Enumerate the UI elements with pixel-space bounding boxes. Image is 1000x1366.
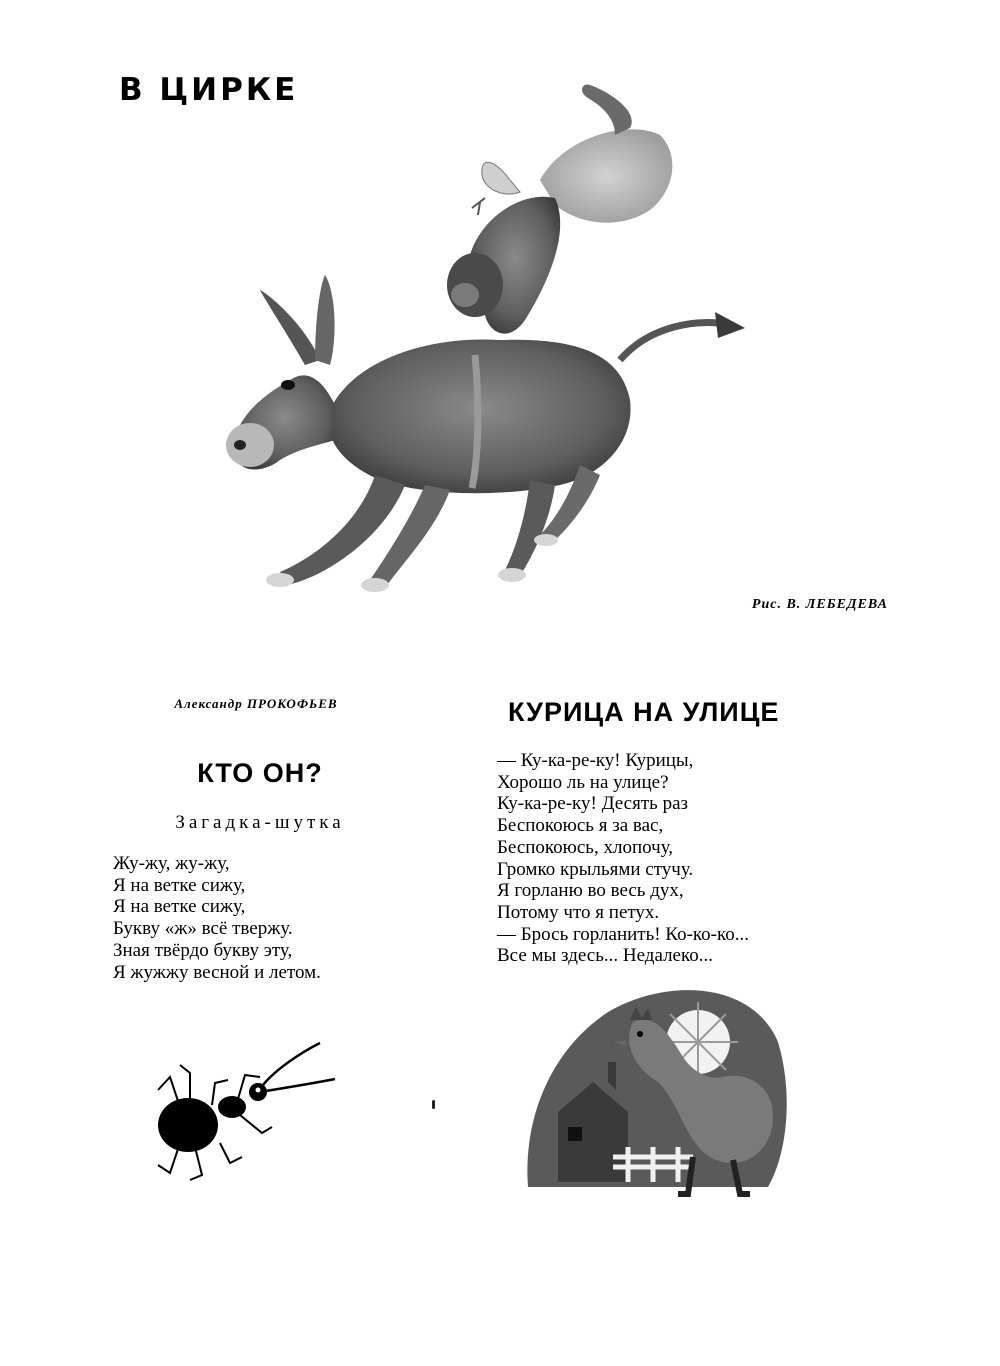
poem-author: Александр ПРОКОФЬЕВ [174,696,338,711]
poem-line: Я на ветке сижу, [113,896,246,918]
poem-line: Потому что я петух. [497,901,660,923]
poem-title-who-is-he: КТО ОН? [197,758,323,788]
poem-line: Я на ветке сижу, [113,874,246,896]
donkey-monkey-illustration [210,80,770,600]
rooster-illustration [518,982,793,1204]
poem-line: Хорошо ль на улице? [497,771,669,793]
poem-line: Я жужжу весной и летом. [113,961,321,983]
page-title: В ЦИРКЕ [119,72,299,108]
poem-line: Беспокоюсь, хлопочу, [497,836,674,858]
poem-line: Я горланю во весь дух, [497,880,684,902]
poem-line: Все мы здесь... Недалеко... [497,945,713,967]
poem-line: Зная твёрдо букву эту, [113,939,293,961]
poem-line: — Ку-ка-ре-ку! Курицы, [497,750,694,771]
poem-line: Жу-жу, жу-жу, [113,853,230,874]
poem-line: Ку-ка-ре-ку! Десять раз [497,793,689,815]
poem-lines-who-is-he [113,853,403,983]
beetle-illustration [150,1035,340,1185]
poem-line: Букву «ж» всё твержу. [113,918,293,940]
poem-subtitle: Загадка-шутка [175,812,345,833]
poem-line: Громко крыльями стучу. [497,858,694,880]
print-speck [432,1100,435,1109]
illustration-caption: Рис. В. ЛЕБЕДЕВА [751,597,888,612]
poem-line: Беспокоюсь я за вас, [497,815,664,837]
poem-line: — Брось горланить! Ко-ко-ко... [497,923,750,945]
poem-title-hen-on-street: КУРИЦА НА УЛИЦЕ [508,697,780,727]
poem-lines-hen-on-street [497,750,837,967]
